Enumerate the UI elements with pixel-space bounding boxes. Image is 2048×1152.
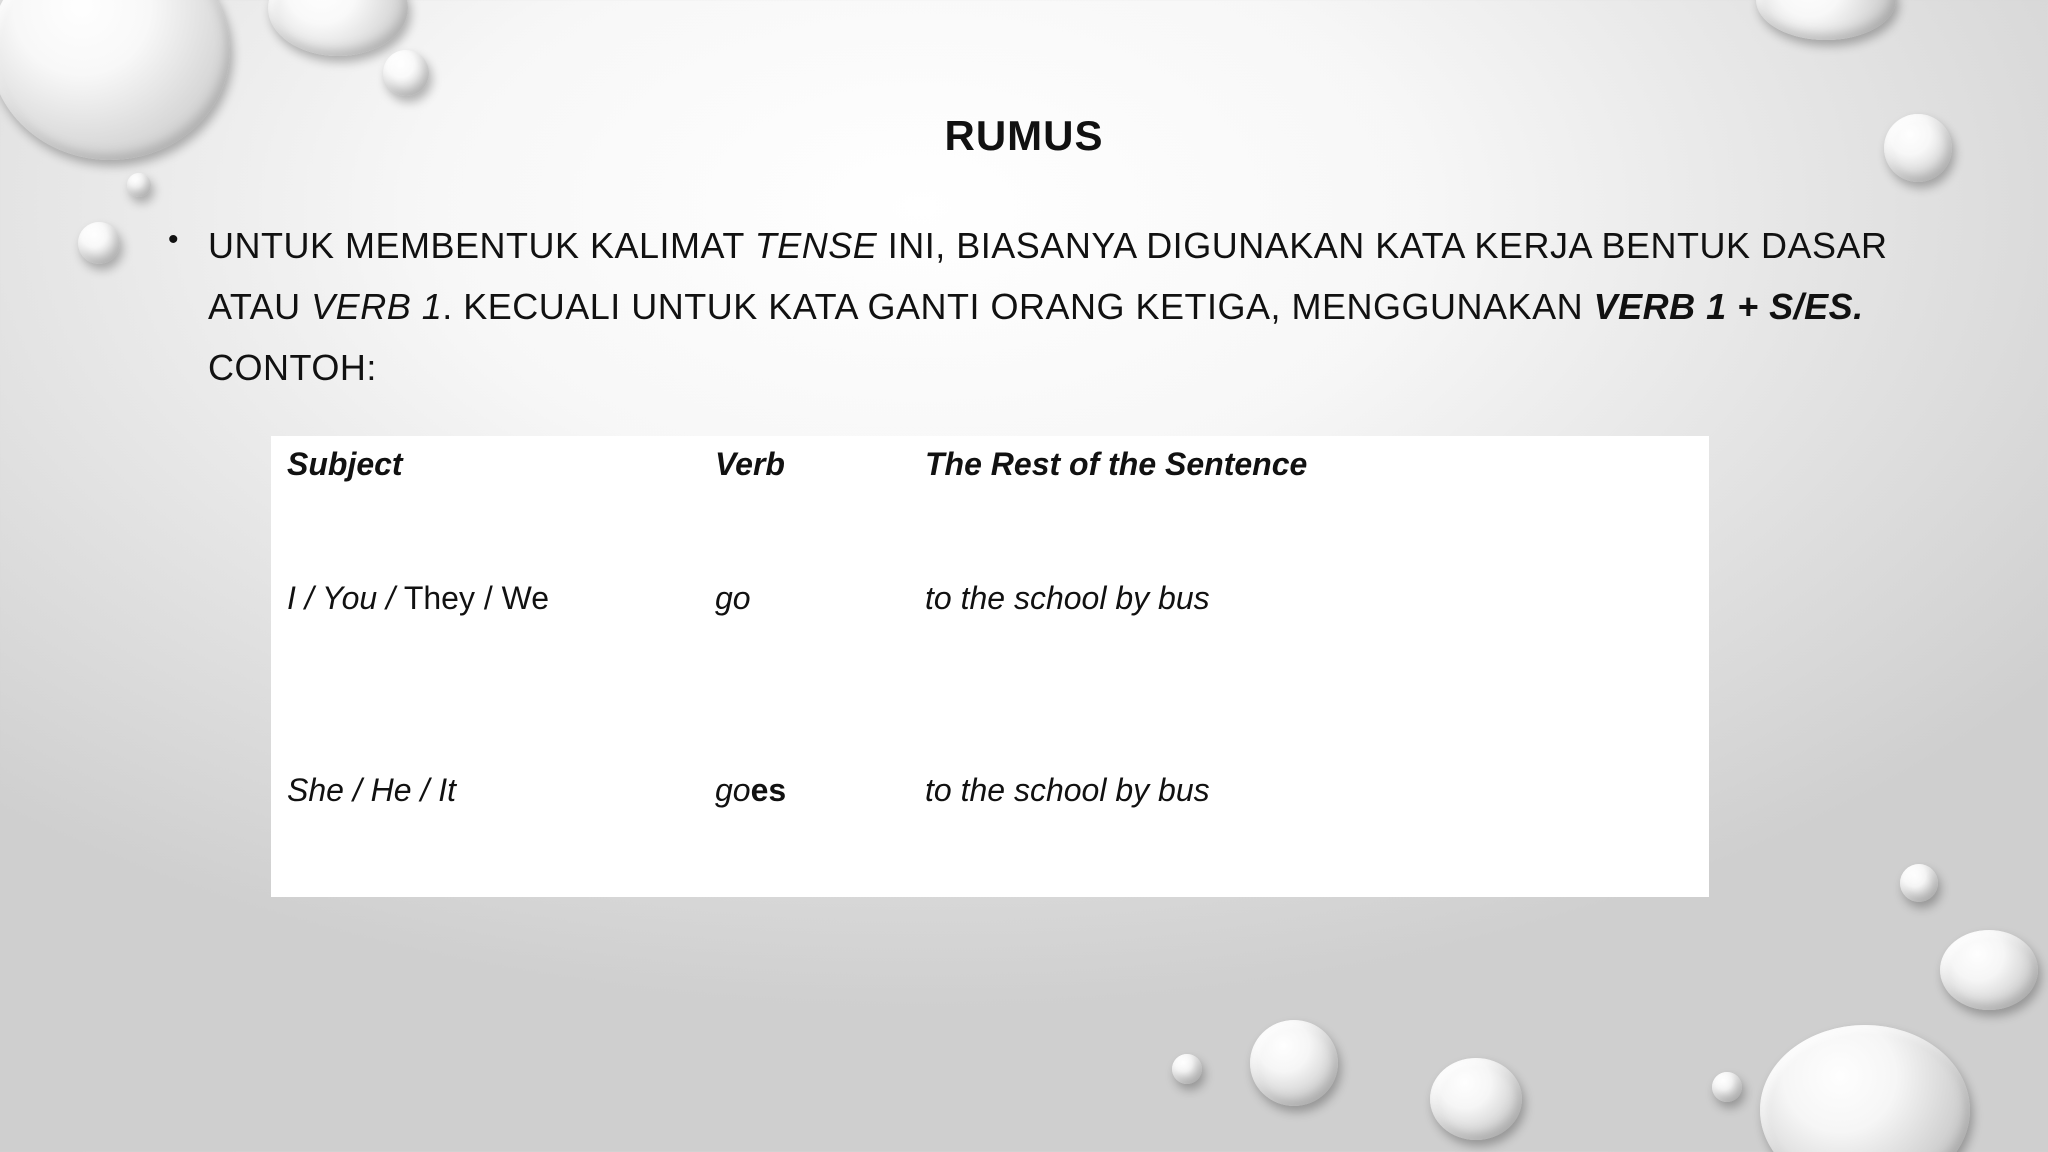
subject-part: I / You / bbox=[287, 580, 404, 616]
bullet-text-segment: CONTOH: bbox=[208, 347, 377, 388]
table-cell-verb: go bbox=[715, 580, 751, 616]
table-cell-subject: She / He / It bbox=[287, 772, 456, 808]
slide-title: RUMUS bbox=[944, 112, 1104, 159]
bullet-dot-icon: • bbox=[168, 223, 179, 256]
subject-part: / We bbox=[474, 580, 550, 616]
water-droplet-icon bbox=[1760, 1025, 1970, 1152]
water-droplet-icon bbox=[1712, 1072, 1742, 1102]
water-droplet-icon bbox=[1940, 930, 2038, 1010]
subject-part: They bbox=[403, 580, 475, 616]
example-table bbox=[271, 436, 1709, 897]
table-cell-subject bbox=[287, 580, 549, 617]
bullet-text-segment: . KECUALI UNTUK KATA GANTI ORANG KETIGA, MENGGUNAKAN bbox=[442, 286, 1594, 327]
table-header-verb: Verb bbox=[715, 446, 785, 482]
table-header-rest: The Rest of the Sentence bbox=[925, 446, 1308, 482]
water-droplet-icon bbox=[1250, 1020, 1338, 1106]
table-cell-verb bbox=[715, 772, 786, 809]
water-droplet-icon bbox=[1756, 0, 1896, 40]
table-cell-rest: to the school by bus bbox=[925, 772, 1210, 808]
verb-stem: go bbox=[715, 772, 751, 808]
water-droplet-icon bbox=[78, 222, 120, 264]
water-droplet-icon bbox=[268, 0, 408, 56]
table-cell-rest: to the school by bus bbox=[925, 580, 1210, 616]
bullet-text-italic: TENSE bbox=[754, 225, 878, 266]
verb-suffix: es bbox=[750, 772, 787, 808]
bullet-text-italic: VERB 1 bbox=[311, 286, 443, 327]
bullet-text bbox=[208, 215, 1888, 398]
table-header-subject: Subject bbox=[287, 446, 403, 482]
bullet-text-segment: INI, BIASANYA DIGUNAKAN KATA KERJA BENTUK DASAR ATAU bbox=[208, 225, 1888, 327]
water-droplet-icon bbox=[1172, 1054, 1202, 1084]
bullet-text-bold-italic: VERB 1 + S/ES. bbox=[1593, 286, 1864, 327]
water-droplet-icon bbox=[383, 50, 429, 96]
water-droplet-icon bbox=[1430, 1058, 1522, 1140]
water-droplet-icon bbox=[127, 173, 151, 197]
bullet-text-segment: UNTUK MEMBENTUK KALIMAT bbox=[208, 225, 755, 266]
water-droplet-icon bbox=[1900, 864, 1938, 902]
